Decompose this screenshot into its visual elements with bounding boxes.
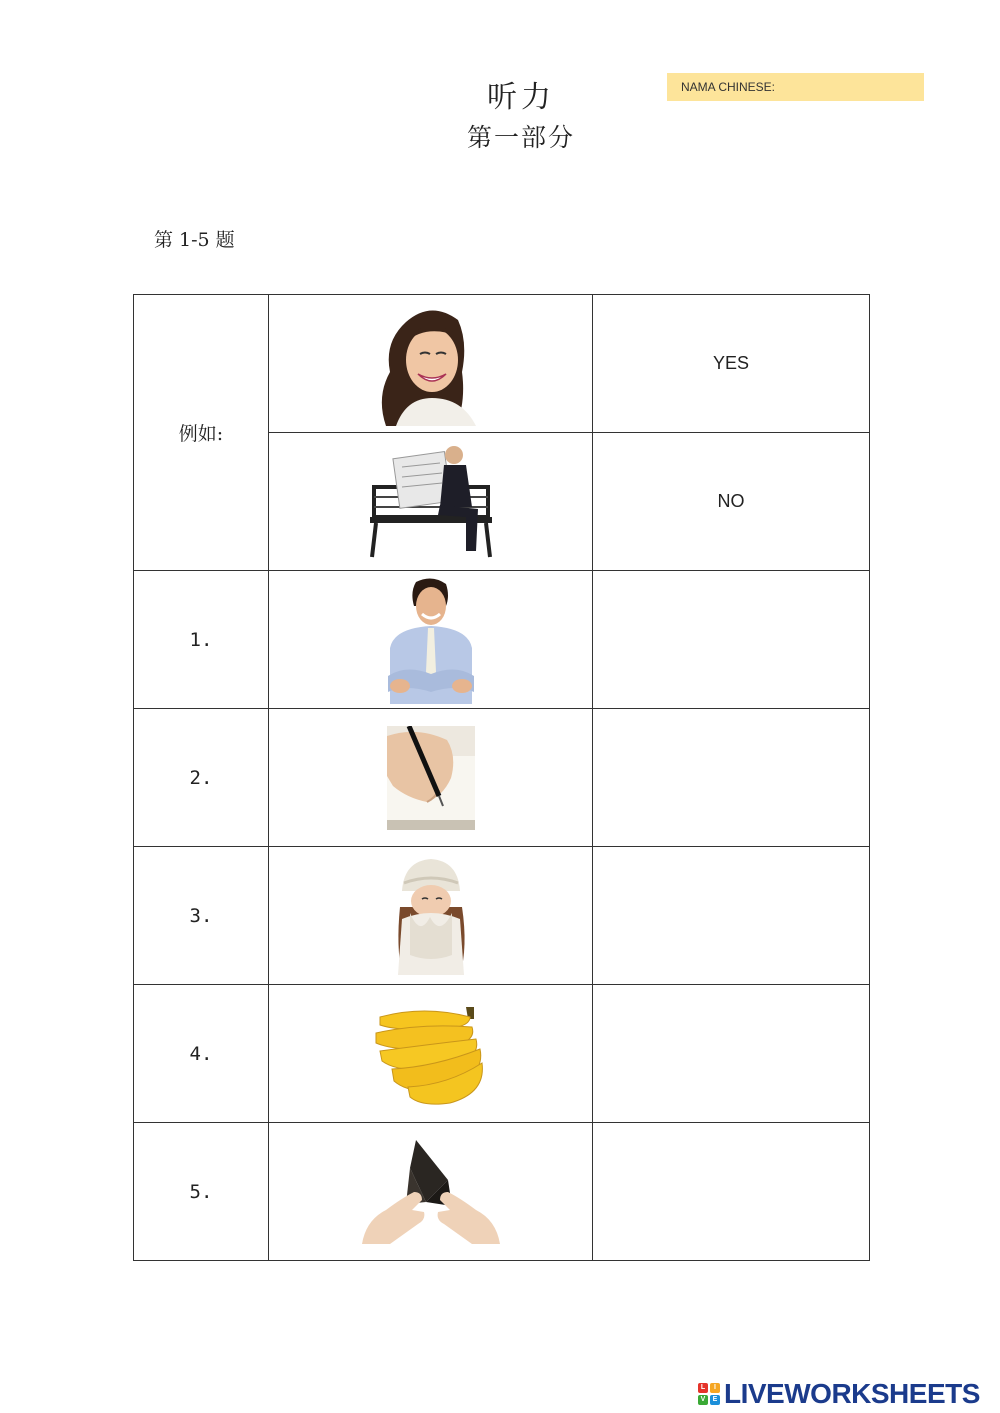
answer-cell[interactable] (593, 709, 870, 847)
question-number: 5. (134, 1123, 269, 1261)
brand-name: LIVEWORKSHEETS (724, 1378, 980, 1409)
question-table (133, 294, 870, 1261)
question-row-3 (134, 847, 870, 985)
question-row-1 (134, 571, 870, 709)
page-title: 听力 (487, 80, 555, 115)
logo-letter: V (698, 1395, 708, 1405)
answer-cell[interactable] (593, 571, 870, 709)
question-row-2 (134, 709, 870, 847)
example-label: 例如: (134, 295, 269, 571)
man-reading-newspaper-on-bench-image (269, 433, 593, 571)
liveworksheets-logo (698, 1377, 980, 1411)
live-logo-icon (698, 1383, 720, 1405)
logo-letter: E (710, 1395, 720, 1405)
answer-cell[interactable] (593, 985, 870, 1123)
question-number: 3. (134, 847, 269, 985)
page-subtitle: 第一部分 (466, 123, 575, 152)
smiling-man-crossed-arms-image (269, 571, 593, 709)
logo-letter: L (698, 1383, 708, 1393)
answer-cell[interactable] (593, 847, 870, 985)
name-input[interactable] (768, 76, 922, 100)
hands-opening-empty-wallet-image (269, 1123, 593, 1261)
question-number: 2. (134, 709, 269, 847)
question-row-4 (134, 985, 870, 1123)
example-answer-yes: YES (593, 295, 870, 433)
question-range: 第 1-5 题 (154, 229, 235, 251)
smiling-woman-image (269, 295, 593, 433)
hand-writing-with-pen-image (269, 709, 593, 847)
question-number: 4. (134, 985, 269, 1123)
example-row-yes (134, 295, 870, 433)
question-row-5 (134, 1123, 870, 1261)
bananas-image (269, 985, 593, 1123)
girl-in-winter-hat-image (269, 847, 593, 985)
name-label: NAMA CHINESE: (681, 80, 776, 94)
logo-letter: I (710, 1383, 720, 1393)
example-answer-no: NO (593, 433, 870, 571)
answer-cell[interactable] (593, 1123, 870, 1261)
question-number: 1. (134, 571, 269, 709)
